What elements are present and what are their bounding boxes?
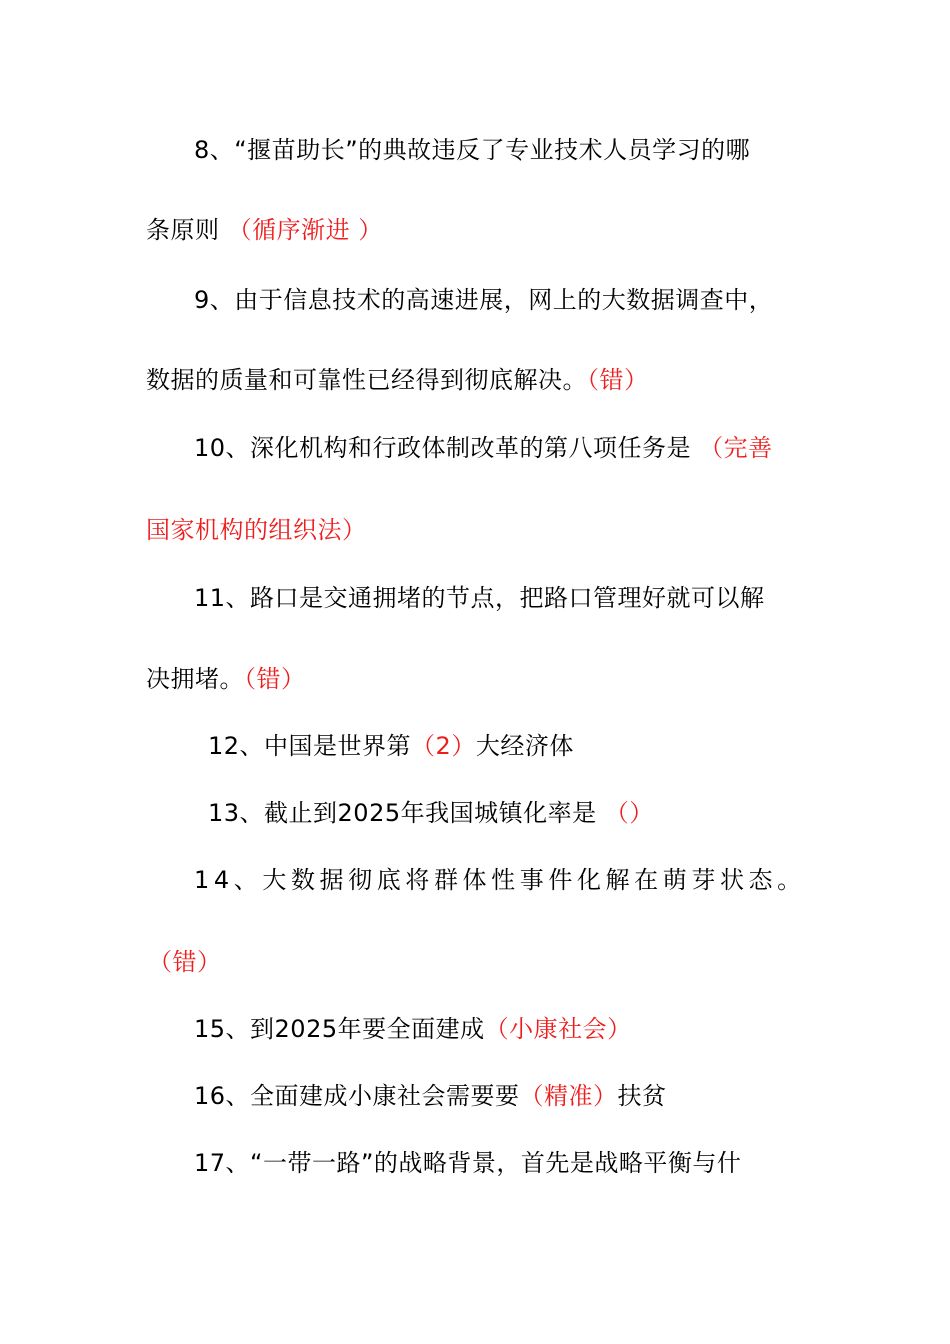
question-8-line-1 — [194, 134, 864, 166]
question-9-text: 9、由于信息技术的高速进展，网上的大数据调查中， — [194, 286, 774, 314]
question-9-answer: （错） — [587, 366, 649, 394]
question-8-text: 8、“揠苗助长”的典故违反了专业技术人员学习的哪 — [194, 136, 751, 164]
question-12-text-end: 大经济体 — [475, 732, 574, 760]
question-8-line-2 — [146, 214, 816, 246]
question-14-text: 14、大数据彻底将群体性事件化解在萌芽状态。 — [194, 866, 806, 894]
question-16-line — [194, 1080, 864, 1112]
question-16-answer: （精准） — [519, 1082, 618, 1110]
question-10-line-2 — [146, 514, 816, 546]
question-10-line-1 — [194, 432, 864, 464]
question-12-line — [208, 730, 878, 762]
question-8-text-cont: 条原则 — [146, 216, 228, 244]
question-12-text: 12、中国是世界第 — [208, 732, 412, 760]
question-8-answer: （循序渐进 ） — [227, 216, 383, 244]
question-14-line-1 — [194, 864, 864, 896]
question-11-line-1 — [194, 582, 864, 614]
question-15-text: 15、到2025年要全面建成 — [194, 1015, 485, 1043]
question-10-answer-part1: （完善 — [699, 434, 773, 462]
question-13-answer: （） — [604, 799, 654, 827]
question-9-text-cont: 数据的质量和可靠性已经得到彻底解决。 — [146, 366, 587, 394]
question-10-text: 10、深化机构和行政体制改革的第八项任务是 — [194, 434, 700, 462]
question-9-line-2 — [146, 364, 816, 396]
question-15-answer: （小康社会） — [484, 1015, 632, 1043]
question-10-answer-part2: 国家机构的组织法） — [146, 516, 367, 544]
question-11-text: 11、路口是交通拥堵的节点，把路口管理好就可以解 — [194, 584, 765, 612]
question-13-text: 13、截止到2025年我国城镇化率是 — [208, 799, 605, 827]
question-16-text: 16、全面建成小康社会需要要 — [194, 1082, 520, 1110]
question-9-line-1 — [194, 284, 864, 316]
question-16-text-end: 扶贫 — [617, 1082, 667, 1110]
question-17-line-1 — [194, 1147, 864, 1179]
question-14-line-2 — [148, 946, 818, 978]
question-12-answer: （2） — [411, 732, 476, 760]
question-11-text-cont: 决拥堵。 — [146, 665, 244, 693]
question-11-answer: （错） — [244, 665, 306, 693]
question-17-text: 17、“一带一路”的战略背景，首先是战略平衡与什 — [194, 1149, 742, 1177]
question-11-line-2 — [146, 663, 816, 695]
question-15-line — [194, 1013, 864, 1045]
question-13-line — [208, 797, 878, 829]
question-14-answer: （错） — [148, 948, 222, 976]
